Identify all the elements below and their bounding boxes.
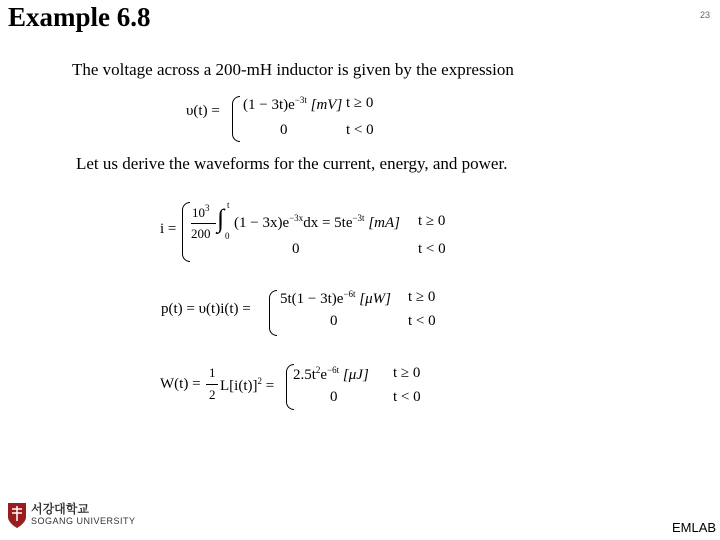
slide-title: Example 6.8 <box>8 2 151 32</box>
energy-frac-num: 1 <box>209 365 216 380</box>
power-case2-cond: t < 0 <box>408 313 436 329</box>
energy-case1: $2.5t^2e^{-6t}$ [μJ] <box>293 365 369 383</box>
current-case2-cond: t < 0 <box>418 241 446 257</box>
page-number: 23 <box>700 10 711 20</box>
current-case2: 0 <box>292 241 300 257</box>
voltage-case2-cond: t < 0 <box>346 122 374 138</box>
integral-lower: 0 <box>225 231 230 241</box>
energy-lhs-tail: $L[i(t)]^2$ = <box>220 376 275 394</box>
current-brace <box>182 202 190 262</box>
voltage-lhs: υ(t) = <box>186 103 220 119</box>
current-frac-den: 200 <box>191 226 211 241</box>
integral-sign: ∫ <box>217 204 225 233</box>
current-frac-bar <box>191 223 216 224</box>
power-case2: 0 <box>330 313 338 329</box>
voltage-case1-cond: t ≥ 0 <box>346 95 374 111</box>
voltage-brace <box>232 96 240 142</box>
energy-case2-cond: t < 0 <box>393 389 421 405</box>
current-integrand: $(1 - 3x)e^{-3x}dx = 5te^{-3t}$ [mA] <box>234 213 400 231</box>
power-case1: $5t(1 - 3t)e^{-6t}$ [μW] <box>280 289 391 307</box>
voltage-case1: $(1 - 3t)e^{-3t}$ [mV] <box>243 95 343 113</box>
energy-frac-den: 2 <box>209 387 216 402</box>
power-lhs: p(t) = υ(t)i(t) = <box>161 301 251 317</box>
energy-case2: 0 <box>330 389 338 405</box>
logo-korean-text: 서강대학교 <box>31 502 89 516</box>
current-frac-num: $10^3$ <box>192 203 210 220</box>
university-seal-icon <box>6 501 28 529</box>
integral-upper: t <box>227 200 230 210</box>
intro-text: The voltage across a 200-mH inductor is given by the expression <box>72 60 514 79</box>
logo-english-text: SOGANG UNIVERSITY <box>31 516 136 526</box>
derive-text: Let us derive the waveforms for the current, energy, and power. <box>76 154 508 173</box>
power-brace <box>269 290 277 336</box>
energy-case1-cond: t ≥ 0 <box>393 365 421 381</box>
current-lhs: i = <box>160 221 177 237</box>
lab-label: EMLAB <box>672 520 717 535</box>
energy-frac-bar <box>206 384 218 385</box>
voltage-case2: 0 <box>280 122 288 138</box>
current-case1-cond: t ≥ 0 <box>418 213 446 229</box>
power-case1-cond: t ≥ 0 <box>408 289 436 305</box>
energy-lhs: W(t) = <box>160 376 201 392</box>
